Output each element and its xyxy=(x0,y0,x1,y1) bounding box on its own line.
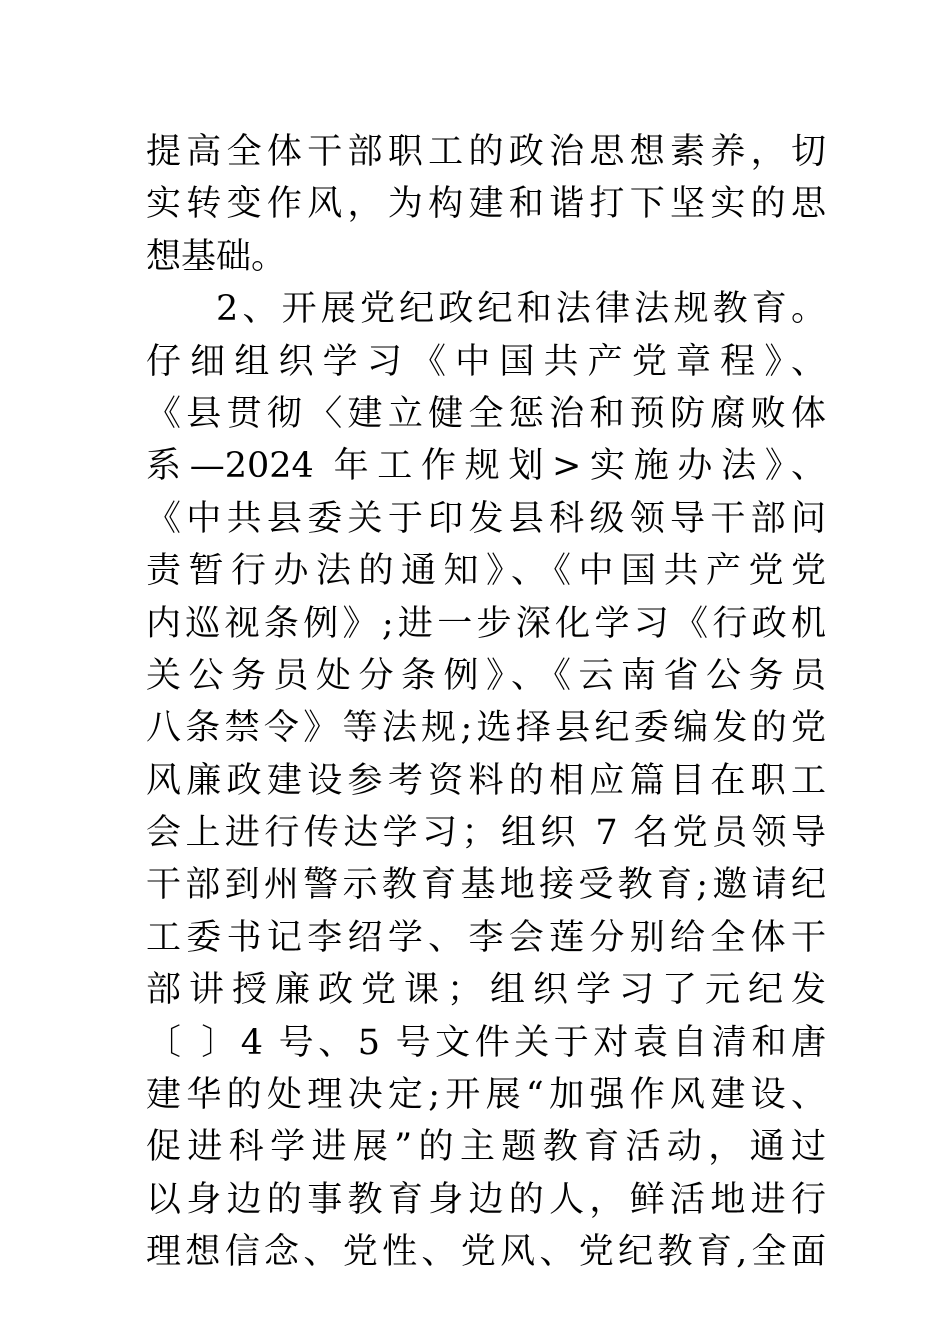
paragraph-heading-line: 2、开展党纪政纪和法律法规教育。 xyxy=(216,289,826,330)
body-text xyxy=(146,126,826,1279)
text-line: 内巡视条例》;进一步深化学习《行政机 xyxy=(146,603,826,644)
text-line: 干部到州警示教育基地接受教育;邀请纪 xyxy=(146,865,826,906)
text-line: 实转变作风，为构建和谐打下坚实的思 xyxy=(146,184,826,225)
text-line: 促进科学进展”的主题教育活动，通过 xyxy=(146,1127,826,1168)
text-line: 建华的处理决定;开展“加强作风建设、 xyxy=(146,1075,826,1116)
text-line: 部讲授廉政党课；组织学习了元纪发 xyxy=(146,970,826,1011)
text-line: 责暂行办法的通知》、《中国共产党党 xyxy=(146,551,826,592)
text-line: 关公务员处分条例》、《云南省公务员 xyxy=(146,655,826,696)
text-line: 〔 〕4 号、5 号文件关于对袁自清和唐 xyxy=(146,1022,826,1063)
text-line: 想基础。 xyxy=(146,236,287,277)
text-line: 八条禁令》等法规;选择县纪委编发的党 xyxy=(146,708,826,749)
text-line: 提高全体干部职工的政治思想素养，切 xyxy=(146,132,826,172)
text-line: 《中共县委关于印发县科级领导干部问 xyxy=(146,498,826,539)
text-line: 《县贯彻〈建立健全惩治和预防腐败体 xyxy=(146,393,826,434)
text-line: 以身边的事教育身边的人，鲜活地进行 xyxy=(146,1179,826,1220)
text-line: 系—2024 年工作规划>实施办法》、 xyxy=(146,446,826,487)
text-line: 仔细组织学习《中国共产党章程》、 xyxy=(146,341,826,382)
text-line: 风廉政建设参考资料的相应篇目在职工 xyxy=(146,760,826,801)
text-line: 工委书记李绍学、李会莲分别给全体干 xyxy=(146,917,826,958)
text-line: 理想信念、党性、党风、党纪教育,全面 xyxy=(146,1232,826,1273)
text-line: 会上进行传达学习；组织 7 名党员领导 xyxy=(146,813,826,854)
